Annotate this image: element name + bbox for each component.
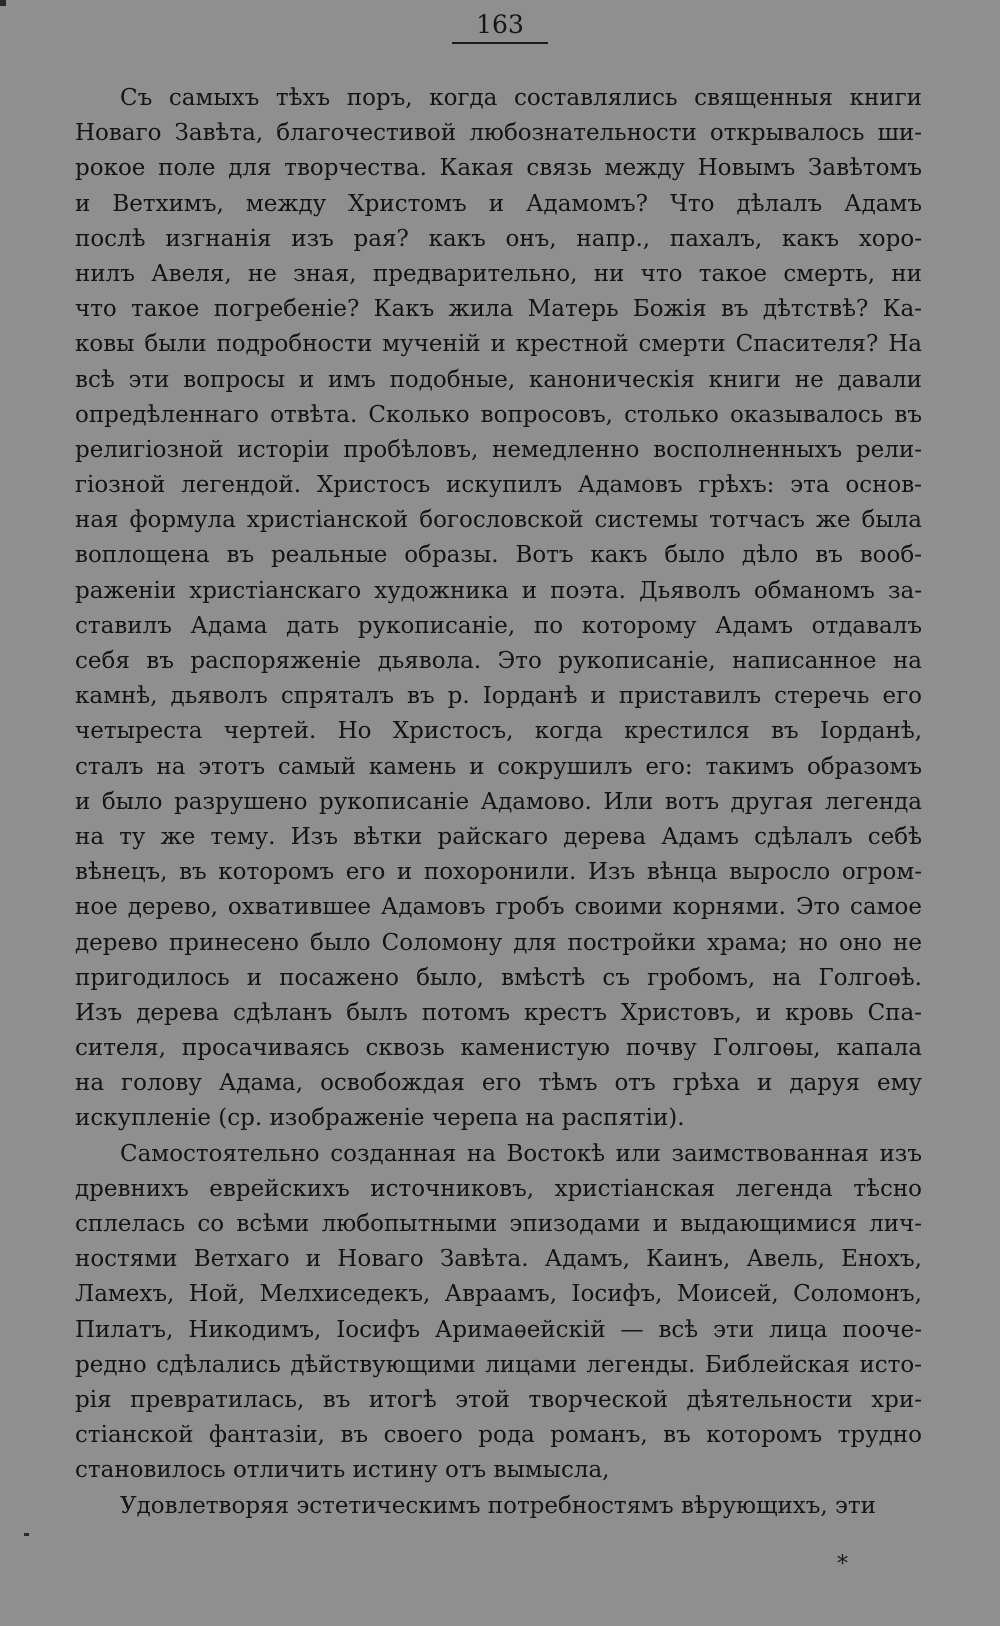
text-line: древнихъ еврейскихъ источниковъ, христіанская легенда тѣсно — [75, 1175, 922, 1202]
text-line: на голову Адама, освобождая его тѣмъ отъ грѣха и даруя ему — [75, 1070, 922, 1097]
text-line: всѣ эти вопросы и имъ подобные, каноническія книги не давали — [75, 366, 922, 393]
text-line: гіозной легендой. Христосъ искупилъ Адамовъ грѣхъ: эта основ- — [75, 472, 922, 499]
text-line: Съ самыхъ тѣхъ поръ, когда составлялись священныя книги — [120, 85, 922, 111]
paragraph — [75, 1137, 922, 1489]
text-line: Пилатъ, Никодимъ, Іосифъ Аримаѳейскій — всѣ эти лица пооче- — [75, 1316, 922, 1343]
text-line: раженіи христіанскаго художника и поэта. Дьяволъ обманомъ за- — [75, 577, 922, 604]
paragraph — [75, 81, 922, 1137]
text-line: четыреста чертей. Но Христосъ, когда крестился въ Іорданѣ, — [75, 718, 922, 745]
text-line: и Ветхимъ, между Христомъ и Адамомъ? Что дѣлалъ Адамъ — [75, 190, 922, 217]
scan-speck — [0, 0, 6, 6]
text-line: пригодилось и посажено было, вмѣстѣ съ гробомъ, на Голгоѳѣ. — [75, 964, 922, 991]
text-line: становилось отличить истину отъ вымысла, — [75, 1457, 610, 1484]
page-header — [0, 10, 1000, 44]
text-line: нилъ Авеля, не зная, предварительно, ни что такое смерть, ни — [75, 260, 922, 287]
paragraph — [75, 1489, 922, 1524]
text-line: сителя, просачиваясь сквозь каменистую почву Голгоѳы, капала — [75, 1035, 922, 1062]
text-line: ставилъ Адама дать рукописаніе, по которому Адамъ отдавалъ — [75, 612, 922, 639]
text-line: дерево принесено было Соломону для постройки храма; но оно не — [75, 929, 922, 956]
text-line: ковы были подробности мученій и крестной смерти Спасителя? На — [75, 331, 922, 358]
text-line: вѣнецъ, въ которомъ его и похоронили. Изъ вѣнца выросло огром- — [75, 859, 922, 886]
text-line: ностями Ветхаго и Новаго Завѣта. Адамъ, Каинъ, Авель, Енохъ, — [75, 1246, 922, 1273]
text-line: рія превратилась, въ итогѣ этой творческой дѣятельности хри- — [75, 1386, 922, 1413]
text-line: послѣ изгнанія изъ рая? какъ онъ, напр., пахалъ, какъ хоро- — [75, 225, 922, 252]
page-number: 163 — [452, 10, 548, 44]
text-line: сталъ на этотъ самый камень и сокрушилъ его: такимъ образомъ — [75, 753, 922, 780]
body-text — [75, 81, 922, 1524]
text-line: ное дерево, охватившее Адамовъ гробъ своими корнями. Это самое — [75, 894, 922, 921]
text-line: на ту же тему. Изъ вѣтки райскаго дерева Адамъ сдѣлалъ себѣ — [75, 823, 922, 850]
text-line: сплелась со всѣми любопытными эпизодами и выдающимися лич- — [75, 1211, 922, 1237]
text-line: ная формула христіанской богословской системы тотчасъ же была — [75, 507, 922, 534]
text-line: искупленіе (ср. изображеніе черепа на распятіи). — [75, 1105, 685, 1132]
text-line: Изъ дерева сдѣланъ былъ потомъ крестъ Христовъ, и кровь Спа- — [75, 999, 922, 1026]
text-line: воплощена въ реальные образы. Вотъ какъ было дѣло въ вооб- — [75, 542, 922, 569]
text-line: Новаго Завѣта, благочестивой любознательности открывалось ши- — [75, 120, 922, 147]
text-line: себя въ распоряженіе дьявола. Это рукописаніе, написанное на — [75, 648, 922, 674]
footnote-mark: * — [837, 1552, 848, 1577]
text-line: Самостоятельно созданная на Востокѣ или заимствованная изъ — [120, 1140, 922, 1167]
text-line: что такое погребеніе? Какъ жила Матерь Божія въ дѣтствѣ? Ка- — [75, 296, 922, 323]
text-line: редно сдѣлались дѣйствующими лицами легенды. Библейская исто- — [75, 1351, 922, 1378]
text-line: стіанской фантазіи, въ своего рода романъ, въ которомъ трудно — [75, 1422, 922, 1449]
text-line: опредѣленнаго отвѣта. Сколько вопросовъ, столько оказывалось въ — [75, 401, 922, 428]
text-line: религіозной исторіи пробѣловъ, немедленно восполненныхъ рели- — [75, 436, 922, 463]
text-line: и было разрушено рукописаніе Адамово. Или вотъ другая легенда — [75, 788, 922, 815]
text-line: Удовлетворяя эстетическимъ потребностямъ вѣрующихъ, эти — [120, 1492, 876, 1519]
text-line: рокое поле для творчества. Какая связь между Новымъ Завѣтомъ — [75, 155, 922, 182]
text-line: камнѣ, дьяволъ спряталъ въ р. Іорданѣ и приставилъ стеречь его — [75, 683, 922, 710]
text-line: Ламехъ, Ной, Мелхиседекъ, Авраамъ, Іосифъ, Моисей, Соломонъ, — [75, 1281, 922, 1308]
scan-speck — [24, 1533, 29, 1536]
